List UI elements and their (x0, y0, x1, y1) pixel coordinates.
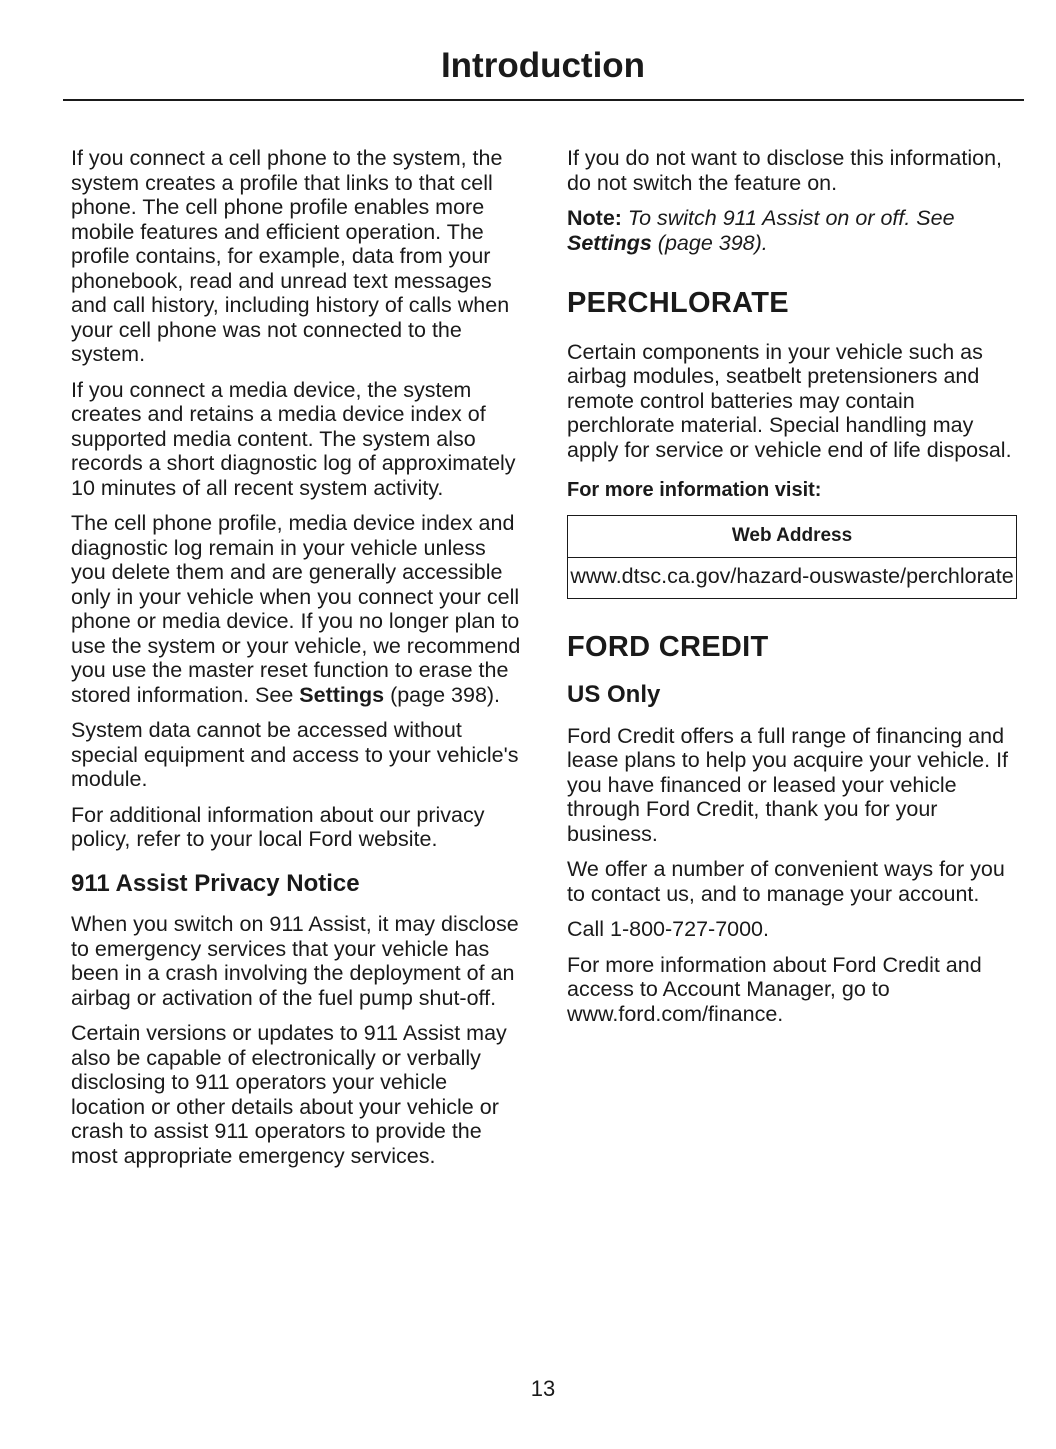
note-label: Note: (567, 206, 622, 230)
section-heading-perchlorate: PERCHLORATE (567, 287, 789, 319)
web-address-table (567, 515, 1017, 599)
table-header: Web Address (568, 515, 1017, 558)
paragraph: If you connect a media device, the system creates and retains a media device index of supported media content. The system also records a short diagnostic log of approximately 10 minutes of all recent system activity. (71, 377, 516, 500)
paragraph: Call 1-800-727-7000. (567, 917, 769, 941)
text: The cell phone profile, media device index and diagnostic log remain in your vehicle unless you delete them and are generally accessible only in your vehicle when you connect your cell phone or media device. If you no longer plan to use the system or your vehicle, we recommend you use the master reset function to erase the stored information. See (71, 511, 521, 707)
note-text: (page 398). (651, 230, 768, 255)
paragraph: System data cannot be accessed without special equipment and access to your vehicle's module. (71, 718, 519, 791)
paragraph: For additional information about our privacy policy, refer to your local Ford website. (71, 802, 485, 851)
paragraph: Certain versions or updates to 911 Assist may also be capable of electronically or verbally disclosing to 911 operators your vehicle location or other details about your vehicle or crash to assist 911 operators to provide the most appropriate emergency services. (71, 1021, 507, 1168)
paragraph: For more information about Ford Credit and access to Account Manager, go to www.ford.com/finance. (567, 952, 982, 1026)
right-column (567, 146, 1019, 1037)
note (567, 206, 1019, 255)
page-number: 13 (530, 1376, 556, 1401)
paragraph: We offer a number of convenient ways for you to contact us, and to manage your account. (567, 857, 1005, 906)
page-title: Introduction (440, 46, 646, 85)
settings-link[interactable]: Settings (567, 230, 652, 255)
more-info-label: For more information visit: (567, 479, 822, 501)
left-column (71, 146, 523, 1179)
header-divider (63, 99, 1024, 101)
note-text: To switch 911 Assist on or off. See (621, 206, 955, 230)
paragraph: If you do not want to disclose this information, do not switch the feature on. (567, 146, 1003, 195)
text: (page 398). (384, 682, 501, 707)
web-address-link[interactable]: www.dtsc.ca.gov/hazard-ouswaste/perchlorate (568, 558, 1017, 599)
paragraph: When you switch on 911 Assist, it may disclose to emergency services that your vehicle has been in a crash involving the deployment of an airbag or activation of the fuel pump shut-off. (71, 912, 519, 1010)
section-heading-ford-credit: FORD CREDIT (567, 630, 769, 663)
section-heading-911-assist: 911 Assist Privacy Notice (71, 869, 360, 897)
paragraph (71, 511, 523, 707)
paragraph: If you connect a cell phone to the system, the system creates a profile that links to that cell phone. The cell phone profile enables more mobile features and efficient operation. The profile contains, for example, data from your phonebook, read and unread text messages and call history, including history of calls when your cell phone was not connected to the system. (71, 146, 510, 366)
settings-link[interactable]: Settings (299, 682, 385, 707)
subheading-us-only: US Only (567, 681, 661, 708)
paragraph: Certain components in your vehicle such as airbag modules, seatbelt pretensioners and remote control batteries may contain perchlorate material. Special handling may apply for service or vehicle end of life disposal. (567, 339, 1012, 462)
paragraph: Ford Credit offers a full range of financing and lease plans to help you acquire your vehicle. If you have financed or leased your vehicle through Ford Credit, thank you for your business. (567, 723, 1009, 846)
